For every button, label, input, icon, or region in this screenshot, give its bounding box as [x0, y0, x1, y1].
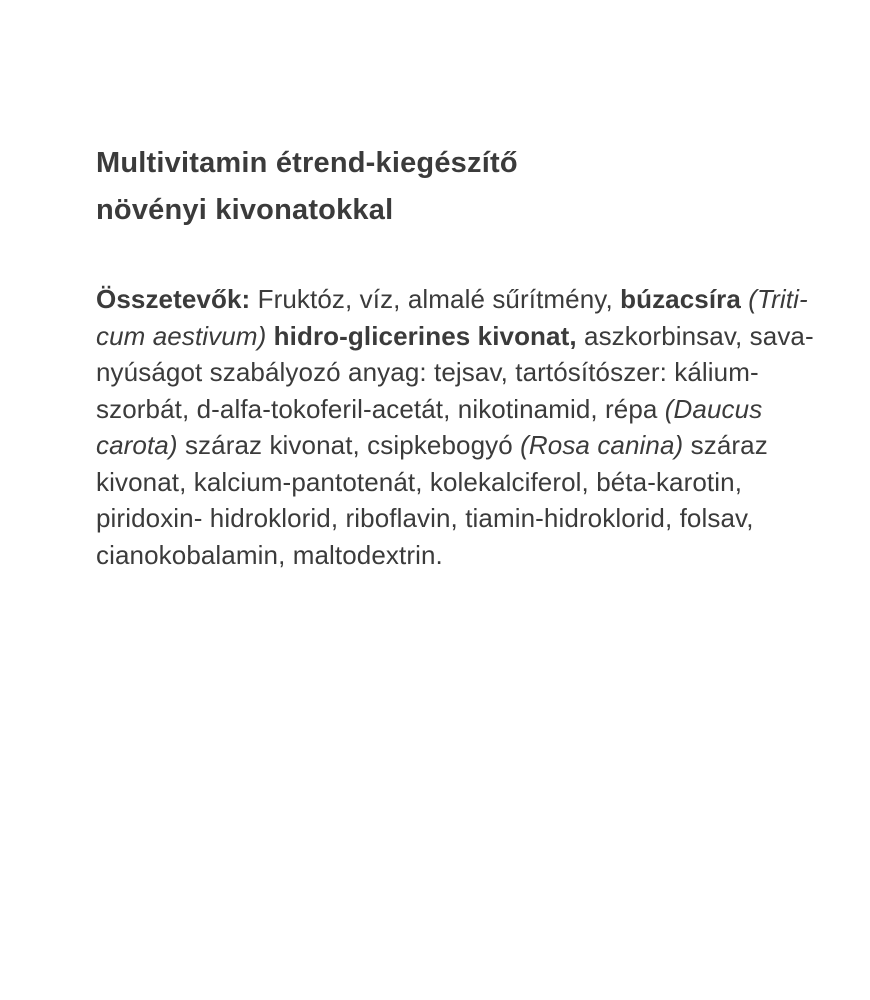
text-segment: kivonat, kalcium-pantotenát, kolekalciferol, béta-karotin,	[96, 466, 743, 497]
ingredients-line-8	[96, 537, 814, 574]
ingredients-line-3	[96, 354, 814, 391]
text-segment: aszkorbinsav, sava-	[576, 320, 814, 351]
ingredients-line-1	[96, 281, 814, 318]
text-segment: (Triti-	[748, 284, 808, 314]
text-segment: cianokobalamin, maltodextrin.	[96, 539, 443, 570]
ingredients-line-6	[96, 464, 814, 501]
ingredients-line-2	[96, 318, 814, 355]
ingredients-line-5	[96, 427, 814, 464]
text-segment: nyúságot szabályozó anyag: tejsav, tartósítószer: kálium-	[96, 357, 759, 387]
product-title-line-1: Multivitamin étrend-kiegészítő	[96, 147, 518, 179]
product-title	[96, 140, 518, 234]
text-segment: cum aestivum)	[96, 320, 267, 351]
text-segment: piridoxin- hidroklorid, riboflavin, tiamin-hidroklorid, folsav,	[96, 503, 754, 533]
ingredients-line-4	[96, 391, 814, 428]
text-segment: búzacsíra	[620, 284, 741, 314]
ingredients-paragraph	[96, 281, 814, 573]
ingredients-line-7	[96, 500, 814, 537]
text-segment: szorbát, d-alfa-tokoferil-acetát, nikotinamid, répa	[96, 393, 665, 424]
text-segment: száraz	[683, 430, 768, 460]
text-segment	[266, 321, 273, 351]
text-segment: száraz kivonat, csipkebogyó	[177, 430, 521, 460]
text-segment: (Daucus	[664, 393, 763, 424]
text-segment: Fruktóz, víz, almalé sűrítmény,	[250, 284, 621, 314]
text-segment: hidro-glicerines kivonat,	[273, 320, 577, 351]
text-segment: carota)	[96, 430, 178, 460]
text-segment: (Rosa canina)	[520, 430, 684, 460]
product-title-line-2: növényi kivonatokkal	[96, 194, 394, 226]
text-segment: Összetevők:	[96, 284, 251, 314]
